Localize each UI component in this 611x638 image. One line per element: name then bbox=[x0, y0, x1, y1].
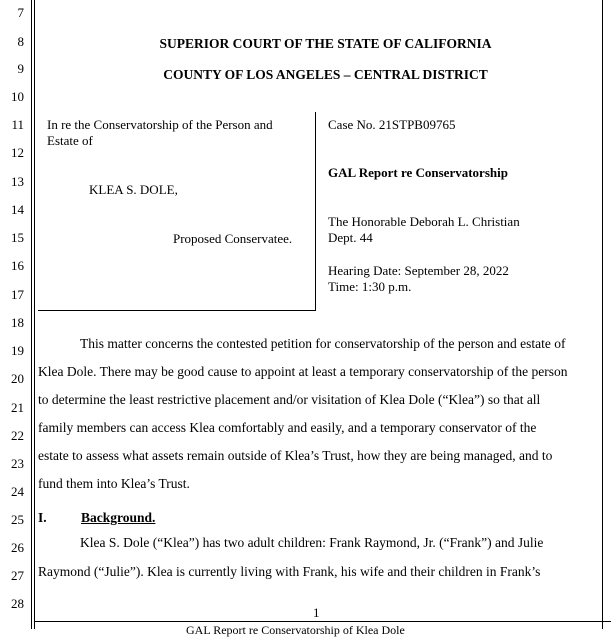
line-number: 11 bbox=[11, 117, 24, 132]
paragraph-line: Klea Dole. There may be good cause to appoint at least a temporary conservatorship of the person bbox=[38, 364, 568, 379]
case-number: Case No. 21STPB09765 bbox=[328, 117, 456, 132]
page-number: 1 bbox=[313, 605, 320, 620]
paragraph-line: to determine the least restrictive placement and/or visitation of Klea Dole (“Klea”) so that all bbox=[38, 392, 541, 407]
line-number: 18 bbox=[11, 315, 24, 330]
paragraph-line: fund them into Klea’s Trust. bbox=[38, 476, 190, 491]
line-number: 22 bbox=[11, 428, 24, 443]
conservatee-name: KLEA S. DOLE, bbox=[89, 182, 178, 197]
hearing-date: Hearing Date: September 28, 2022 bbox=[328, 263, 509, 278]
left-margin-line-outer bbox=[31, 0, 32, 629]
paragraph-line: estate to assess what assets remain outside of Klea’s Trust, how they are being managed, and to bbox=[38, 448, 553, 463]
line-number: 16 bbox=[11, 258, 24, 273]
footer-title: GAL Report re Conservatorship of Klea Dole bbox=[186, 623, 405, 637]
caption-matter-line2: Estate of bbox=[47, 133, 93, 148]
section-number: I. bbox=[38, 510, 47, 525]
line-number: 8 bbox=[17, 34, 24, 49]
paragraph-line: This matter concerns the contested petition for conservatorship of the person and estate of bbox=[80, 336, 566, 351]
line-number: 25 bbox=[11, 512, 24, 527]
judge-name: The Honorable Deborah L. Christian bbox=[328, 214, 520, 229]
section-title: Background. bbox=[81, 510, 156, 525]
footer-rule bbox=[34, 621, 611, 622]
caption-matter-line1: In re the Conservatorship of the Person and bbox=[47, 117, 273, 132]
line-number: 13 bbox=[11, 174, 24, 189]
line-number: 14 bbox=[11, 202, 24, 217]
right-margin-line bbox=[602, 0, 603, 629]
line-number: 23 bbox=[11, 456, 24, 471]
line-number: 12 bbox=[11, 145, 24, 160]
report-title: GAL Report re Conservatorship bbox=[328, 165, 508, 180]
caption-box-bottom-border bbox=[38, 310, 316, 311]
department: Dept. 44 bbox=[328, 230, 373, 245]
line-number: 21 bbox=[11, 400, 24, 415]
line-number: 17 bbox=[11, 287, 24, 302]
hearing-time: Time: 1:30 p.m. bbox=[328, 279, 412, 294]
court-name: SUPERIOR COURT OF THE STATE OF CALIFORNIA bbox=[159, 36, 492, 51]
line-number: 10 bbox=[11, 89, 24, 104]
line-number: 15 bbox=[11, 230, 24, 245]
line-number: 27 bbox=[11, 568, 24, 583]
caption-box-right-border bbox=[315, 112, 316, 310]
line-number: 26 bbox=[11, 540, 24, 555]
paragraph-line: Klea S. Dole (“Klea”) has two adult children: Frank Raymond, Jr. (“Frank”) and Julie bbox=[80, 535, 544, 550]
conservatee-role: Proposed Conservatee. bbox=[173, 231, 293, 246]
line-number: 7 bbox=[17, 5, 24, 20]
line-number: 9 bbox=[17, 61, 24, 76]
line-number: 20 bbox=[11, 371, 24, 386]
line-number: 24 bbox=[11, 484, 24, 499]
paragraph-line: family members can access Klea comfortably and easily, and a temporary conservator of the bbox=[38, 420, 537, 435]
county-district: COUNTY OF LOS ANGELES – CENTRAL DISTRICT bbox=[163, 67, 488, 82]
paragraph-line: Raymond (“Julie”). Klea is currently living with Frank, his wife and their children in Frank’s bbox=[38, 564, 541, 579]
line-number: 28 bbox=[11, 596, 24, 611]
line-number: 19 bbox=[11, 343, 24, 358]
left-margin-line-inner bbox=[34, 0, 35, 629]
